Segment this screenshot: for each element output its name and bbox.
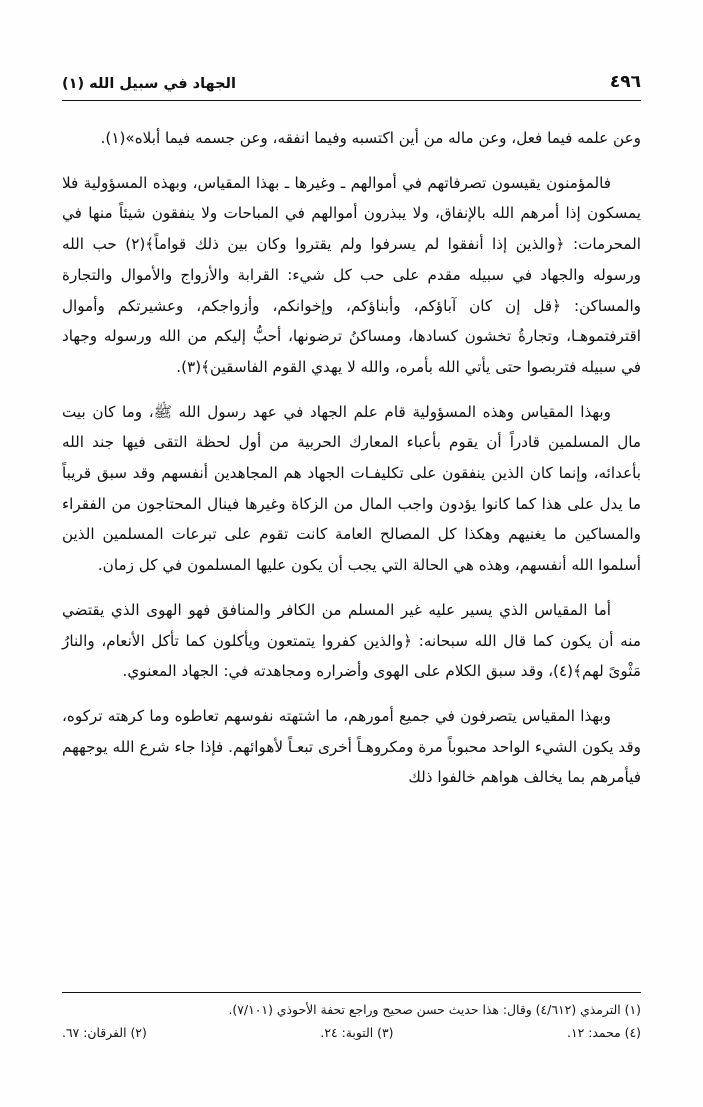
paragraph: وبهذا المقياس وهذه المسؤولية قام علم الجهاد في عهد رسول الله ﷺ، وما كان بيت مال المسلمين قادراً أن يقوم بأعباء المعارك الحربية من أول لحظة التقى فيها جند الله بأعدائه، وإنما كان الذين ينفقون على تكليفـات الجهاد هم المجاهدين أنفسهم وقد سبق قريباً ما يدل على هذا كما كانوا يؤدون واجب المال من الزكاة وغيرها فينال المحتاجون من الفقراء والمساكين ما يغنيهم وهكذا كل المصالح العامة كانت تقوم على تبرعات المسلمين الذين أسلموا الله أنفسهم، وهذه هي الحالة التي يجب أن يكون عليها المسلمون في كل زمان. bbox=[62, 402, 641, 575]
page-header bbox=[62, 72, 641, 98]
chapter-title: الجهاد في سبيل الله (١) bbox=[62, 76, 236, 92]
paragraph: وبهذا المقياس يتصرفون في جميع أمورهم، ما اشتهته نفوسهم تعاطوه وما كرهته تركوه، وقد يكون الشيء الواحد محبوباً مرة ومكروهـاً أخرى تبعـاً لأهوائهم. فإذا جاء شرع الله يوجههم فيأمرهم بما يخالف هواهم خالفوا ذلك bbox=[62, 706, 641, 787]
footnote-item: (١) الترمذي (٤/٦١٢) وقال: هذا حديث حسن صحيح وراجع تحفة الأحوذي (٧/١٠١). bbox=[228, 1002, 641, 1018]
page-content bbox=[62, 72, 641, 807]
page-number: ٤٩٦ bbox=[609, 72, 641, 92]
paragraph: وعن علمه فيما فعل، وعن ماله من أين اكتسبه وفيما انفقه، وعن جسمه فيما أبلاه»‏(١). bbox=[100, 129, 641, 147]
footnote-row bbox=[62, 999, 641, 1022]
body-text bbox=[62, 123, 641, 793]
footnote-row bbox=[62, 1022, 641, 1045]
header-divider bbox=[62, 100, 641, 101]
footnote-item: (٤) محمد: ١٢. bbox=[567, 1025, 641, 1041]
paragraph: أما المقياس الذي يسير عليه غير المسلم من الكافر والمنافق فهو الهوى الذي يقتضي منه أن يكون كما قال الله سبحانه: ﴿والذين كفروا يتمتعون ويأكلون كما تأكل الأنعام، والنارُ مَثْوىً لهم﴾(٤)، وقد سبق الكلام على الهوى وأضراره ومجاهدته في: الجهاد المعنوي. bbox=[62, 600, 641, 681]
paragraph: فالمؤمنون يقيسون تصرفاتهم في أموالهم ـ وغيرها ـ بهذا المقياس، وبهذه المسؤولية فلا يمسكون إذا أمرهم الله بالإنفاق، ولا يبذرون أموالهم في المباحات ولا ينفقون شيئاً منها في المحرمات: ﴿والذين إذا أنفقوا لم يسرفوا ولم يقتروا وكان بين ذلك قواماً﴾(٢) حب الله ورسوله والجهاد في سبيله مقدم على حب كل شيء: القرابة والأزواج والأموال والتجارة والمساكن: ﴿قل إن كان آباؤكم، وأبناؤكم، وإخوانكم، وأزواجكم، وعشيرتكم وأموال اقترفتموهـا، وتجارةُ تخشون كسادها، ومساكنُ ترضونها، أحبُّ إليكم من الله ورسوله وجهاد في سبيله فتربصوا حتى يأتي الله بأمره، والله لا يهدي القوم الفاسقين﴾(٣). bbox=[62, 173, 642, 376]
footnote-item: (٣) التوبة: ٢٤. bbox=[320, 1025, 394, 1041]
footnotes-section bbox=[62, 992, 641, 1045]
footnote-item: (٢) الفرقان: ٦٧. bbox=[62, 1025, 147, 1041]
footnote-divider bbox=[62, 992, 641, 993]
